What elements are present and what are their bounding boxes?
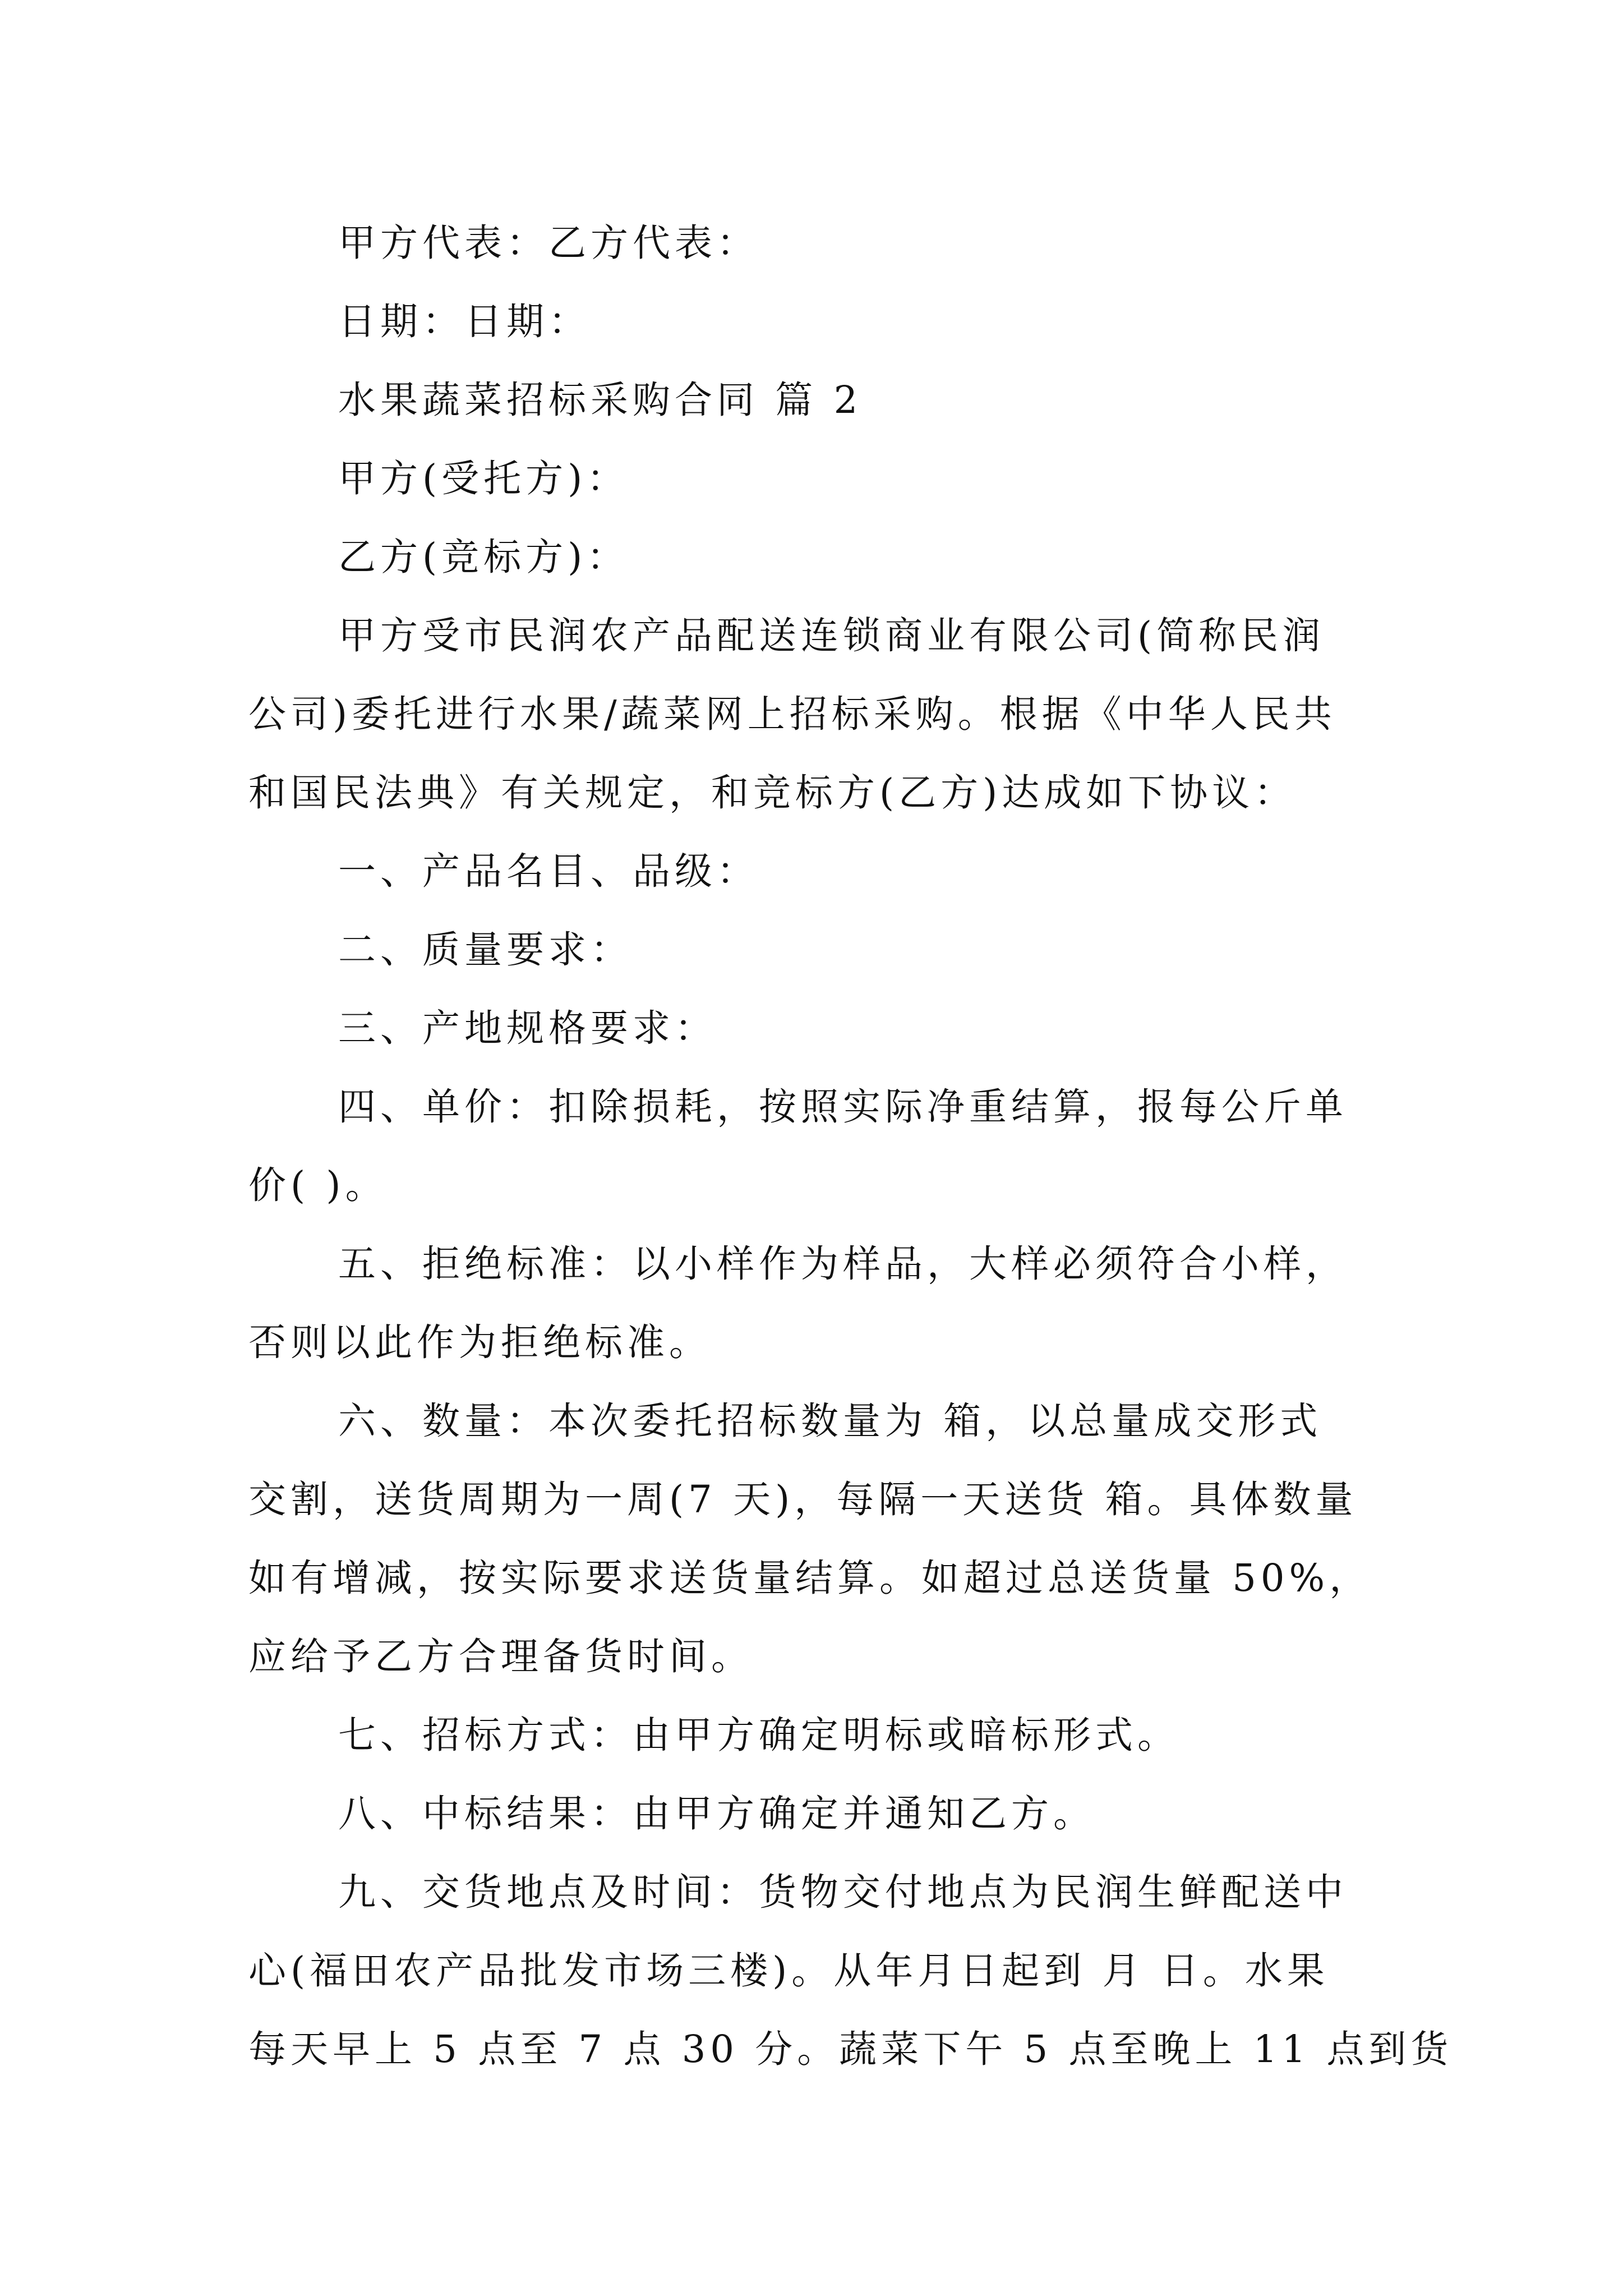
clause-line: 八、中标结果：由甲方确定并通知乙方。 bbox=[338, 1792, 1095, 1835]
clause-line: 每天早上 5 点至 7 点 30 分。蔬菜下午 5 点至晚上 11 点到货 bbox=[248, 2027, 1453, 2071]
clause-line: 应给予乙方合理备货时间。 bbox=[248, 1635, 753, 1678]
paragraph-line: 和国民法典》有关规定，和竞标方(乙方)达成如下协议： bbox=[248, 771, 1297, 815]
clause-line: 价( )。 bbox=[248, 1163, 388, 1207]
clause-line: 心(福田农产品批发市场三楼)。从年月日起到 月 日。水果 bbox=[248, 1949, 1329, 1993]
clause-line: 三、产地规格要求： bbox=[338, 1006, 717, 1050]
clause-line: 如有增减，按实际要求送货量结算。如超过总送货量 50%， bbox=[248, 1556, 1372, 1600]
clause-line: 一、产品名目、品级： bbox=[338, 849, 759, 893]
clause-line: 四、单价：扣除损耗，按照实际净重结算，报每公斤单 bbox=[338, 1085, 1348, 1129]
section-heading: 水果蔬菜招标采购合同 篇 2 bbox=[338, 378, 863, 422]
clause-line: 否则以此作为拒绝标准。 bbox=[248, 1320, 711, 1364]
clause-line: 二、质量要求： bbox=[338, 928, 633, 972]
paragraph-line: 公司)委托进行水果/蔬菜网上招标采购。根据《中华人民共 bbox=[248, 692, 1336, 736]
party-a-line: 甲方(受托方)： bbox=[338, 457, 629, 500]
date-line: 日期：日期： bbox=[338, 300, 591, 343]
clause-line: 六、数量：本次委托招标数量为 箱，以总量成交形式 bbox=[338, 1399, 1322, 1443]
paragraph-line: 甲方受市民润农产品配送连锁商业有限公司(简称民润 bbox=[338, 614, 1325, 657]
representatives-line: 甲方代表：乙方代表： bbox=[338, 221, 759, 265]
clause-line: 五、拒绝标准：以小样作为样品，大样必须符合小样， bbox=[338, 1242, 1348, 1286]
party-b-line: 乙方(竞标方)： bbox=[338, 535, 629, 579]
clause-line: 交割，送货周期为一周(7 天)，每隔一天送货 箱。具体数量 bbox=[248, 1478, 1358, 1521]
clause-line: 九、交货地点及时间：货物交付地点为民润生鲜配送中 bbox=[338, 1870, 1348, 1914]
clause-line: 七、招标方式：由甲方确定明标或暗标形式。 bbox=[338, 1713, 1179, 1757]
